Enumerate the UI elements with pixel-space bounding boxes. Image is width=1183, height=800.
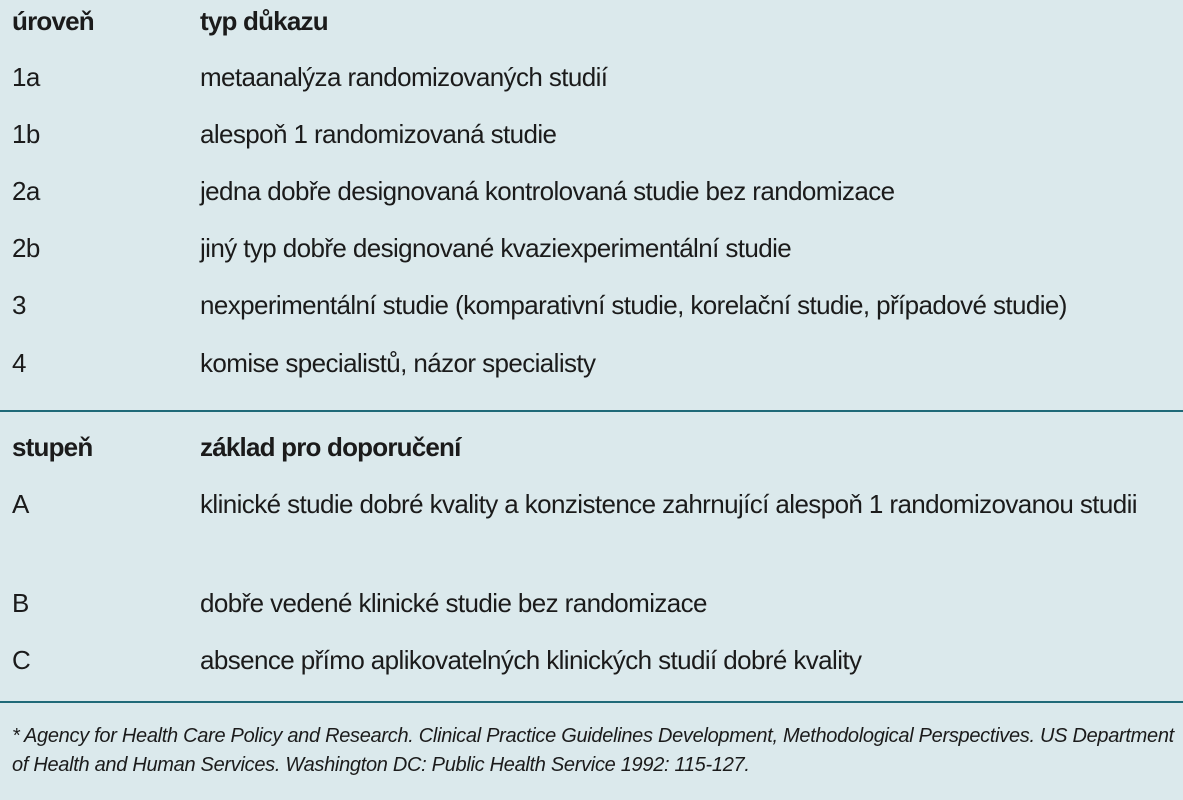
basis-cell: dobře vedené klinické studie bez randomizace <box>200 588 707 618</box>
grade-cell: B <box>12 588 29 618</box>
evidence-type-cell: alespoň 1 randomizovaná studie <box>200 119 557 149</box>
level-cell: 2b <box>12 233 40 263</box>
level-cell: 2a <box>12 176 40 206</box>
level-cell: 3 <box>12 290 26 320</box>
basis-cell: klinické studie dobré kvality a konzistence zahrnující alespoň 1 randomizovanou studii <box>200 489 1137 519</box>
evidence-type-cell: jedna dobře designovaná kontrolovaná studie bez randomizace <box>200 176 895 206</box>
basis-column-header: základ pro doporučení <box>200 432 461 462</box>
level-column-header: úroveň <box>12 6 94 36</box>
footnote-divider <box>0 701 1183 703</box>
source-footnote: * Agency for Health Care Policy and Research. Clinical Practice Guidelines Development, Methodological Perspectives. US Department of Health and Human Services. Washington DC: Public Health Service 1992: 115-127. <box>12 725 1174 776</box>
evidence-type-cell: metaanalýza randomizovaných studií <box>200 62 608 92</box>
basis-cell: absence přímo aplikovatelných klinických studií dobré kvality <box>200 645 862 675</box>
grade-column-header: stupeň <box>12 432 93 462</box>
evidence-type-cell: jiný typ dobře designované kvaziexperimentální studie <box>200 233 792 263</box>
evidence-type-cell: komise specialistů, názor specialisty <box>200 348 596 378</box>
grade-cell: C <box>12 645 31 675</box>
evidence-type-cell: nexperimentální studie (komparativní studie, korelační studie, případové studie) <box>200 290 1067 320</box>
level-cell: 1b <box>12 119 40 149</box>
level-cell: 4 <box>12 348 26 378</box>
evidence-type-column-header: typ důkazu <box>200 6 328 36</box>
grade-cell: A <box>12 489 29 519</box>
level-cell: 1a <box>12 62 40 92</box>
section-divider <box>0 410 1183 412</box>
